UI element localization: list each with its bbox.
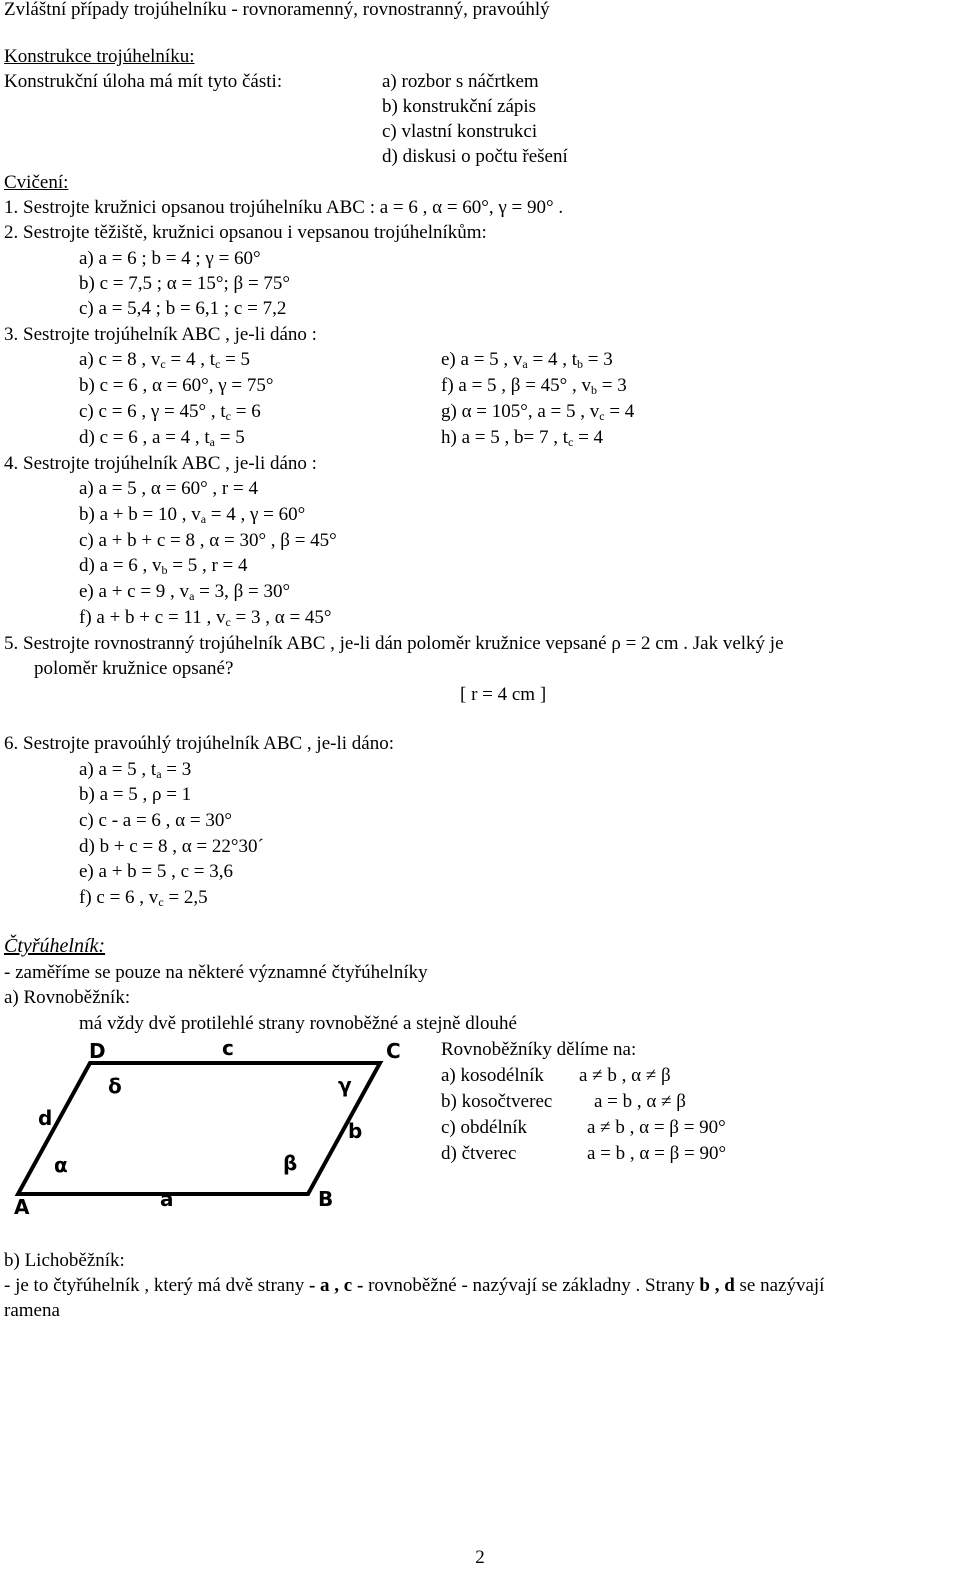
- exercise-item: d) b + c = 8 , α = 22°30´: [79, 836, 264, 857]
- vertex-label: D: [89, 1039, 106, 1063]
- type-name: c) obdélník: [441, 1117, 528, 1138]
- exercise-4: 4. Sestrojte trojúhelník ABC , je-li dáno :: [4, 453, 317, 474]
- type-condition: a = b , α ≠ β: [594, 1091, 686, 1112]
- construction-heading: Konstrukce trojúhelníku:: [4, 46, 195, 67]
- exercise-6: 6. Sestrojte pravoúhlý trojúhelník ABC , je-li dáno:: [4, 733, 394, 754]
- exercise-item: f) a = 5 , β = 45° , $v_b = 3$: [441, 375, 627, 397]
- type-condition: a ≠ b , α ≠ β: [579, 1065, 671, 1086]
- exercise-item: b) c = 6 , α = 60°, γ = 75°: [79, 375, 274, 396]
- angle-label: α: [54, 1153, 68, 1177]
- page-number: 2: [475, 1547, 485, 1568]
- parallelogram-types-heading: Rovnoběžníky dělíme na:: [441, 1039, 637, 1060]
- exercise-item: d) a = 6 , $v_b = 5$ , r = 4: [79, 555, 248, 577]
- exercise-5: 5. Sestrojte rovnostranný trojúhelník ABC , je-li dán poloměr kružnice vepsané ρ = 2 cm . Jak velký je: [4, 633, 784, 654]
- vertex-label: B: [318, 1187, 334, 1211]
- exercise-2: 2. Sestrojte těžiště, kružnici opsanou i vepsanou trojúhelníkům:: [4, 222, 487, 243]
- exercise-3: 3. Sestrojte trojúhelník ABC , je-li dáno :: [4, 324, 317, 345]
- construction-part: b) konstrukční zápis: [382, 96, 537, 117]
- vertex-label: A: [14, 1195, 30, 1219]
- side-label: b: [348, 1119, 363, 1143]
- exercise-item: a) c = 8 , $v_c = 4$ , $t_c = 5$: [79, 349, 251, 371]
- construction-intro: Konstrukční úloha má mít tyto části:: [4, 71, 283, 92]
- exercise-item: e) a = 5 , $v_a = 4$ , $t_b = 3$: [441, 349, 613, 371]
- trapezoid-description-cont: ramena: [4, 1300, 60, 1321]
- parallelogram-heading: a) Rovnoběžník:: [4, 987, 131, 1008]
- exercise-item: b) a = 5 , ρ = 1: [79, 784, 192, 805]
- exercise-item: f) a + b + c = 11 , $v_c = 3$ , α = 45°: [79, 607, 332, 629]
- exercise-item: g) α = 105°, a = 5 , $v_c = 4$: [441, 401, 635, 423]
- side-label: d: [38, 1106, 53, 1130]
- exercise-1: 1. Sestrojte kružnici opsanou trojúhelníku ABC : a = 6 , α = 60°, γ = 90° .: [4, 197, 564, 218]
- quadrilateral-heading: Čtyřúhelník:: [4, 935, 106, 957]
- exercise-item: b) a + b = 10 , $v_a = 4$ , γ = 60°: [79, 504, 306, 526]
- trapezoid-description: - je to čtyřúhelník , který má dvě strany - a , c - rovnoběžné - nazývají se základny . Strany b , d se nazývají: [4, 1275, 825, 1296]
- exercise-item: a) a = 6 ; b = 4 ; γ = 60°: [79, 248, 261, 269]
- parallelogram-description: má vždy dvě protilehlé strany rovnoběžné a stejně dlouhé: [79, 1013, 517, 1034]
- exercise-item: c) a + b + c = 8 , α = 30° , β = 45°: [79, 530, 337, 551]
- exercise-item: e) a + c = 9 , $v_a = 3$, β = 30°: [79, 581, 291, 603]
- exercises-heading: Cvičení:: [4, 172, 69, 193]
- exercise-item: b) c = 7,5 ; α = 15°; β = 75°: [79, 273, 291, 294]
- quadrilateral-note: - zaměříme se pouze na některé významné čtyřúhelníky: [4, 962, 428, 983]
- vertex-label: C: [386, 1039, 401, 1063]
- angle-label: δ: [108, 1074, 122, 1098]
- type-name: b) kosočtverec: [441, 1091, 553, 1112]
- type-condition: a ≠ b , α = β = 90°: [587, 1117, 726, 1138]
- exercise-item: a) a = 5 , α = 60° , r = 4: [79, 478, 258, 499]
- construction-part: d) diskusi o počtu řešení: [382, 146, 568, 167]
- parallelogram-diagram: [0, 1030, 420, 1220]
- type-name: d) čtverec: [441, 1143, 517, 1164]
- construction-part: a) rozbor s náčrtkem: [382, 71, 539, 92]
- trapezoid-heading: b) Lichoběžník:: [4, 1250, 125, 1271]
- exercise-item: f) c = 6 , $v_c = 2,5$: [79, 887, 208, 909]
- type-name: a) kosodélník: [441, 1065, 544, 1086]
- angle-label: β: [283, 1151, 298, 1175]
- exercise-item: a) a = 5 , $t_a = 3$: [79, 759, 192, 781]
- side-label: a: [160, 1187, 174, 1211]
- type-condition: a = b , α = β = 90°: [587, 1143, 727, 1164]
- angle-label: γ: [338, 1073, 352, 1097]
- exercise-item: d) c = 6 , a = 4 , $t_a = 5$: [79, 427, 245, 449]
- exercise-item: c) c = 6 , γ = 45° , $t_c = 6$: [79, 401, 261, 423]
- parallelogram-shape: [18, 1063, 380, 1194]
- page-title: Zvláštní případy trojúhelníku - rovnoramenný, rovnostranný, pravoúhlý: [4, 0, 550, 20]
- construction-part: c) vlastní konstrukci: [382, 121, 538, 142]
- exercise-5-answer: [ r = 4 cm ]: [460, 684, 547, 705]
- exercise-5-cont: poloměr kružnice opsané?: [34, 658, 234, 679]
- exercise-item: c) a = 5,4 ; b = 6,1 ; c = 7,2: [79, 298, 287, 319]
- exercise-item: e) a + b = 5 , c = 3,6: [79, 861, 234, 882]
- exercise-item: c) c - a = 6 , α = 30°: [79, 810, 232, 831]
- side-label: c: [222, 1036, 234, 1060]
- exercise-item: h) a = 5 , b= 7 , $t_c = 4$: [441, 427, 604, 449]
